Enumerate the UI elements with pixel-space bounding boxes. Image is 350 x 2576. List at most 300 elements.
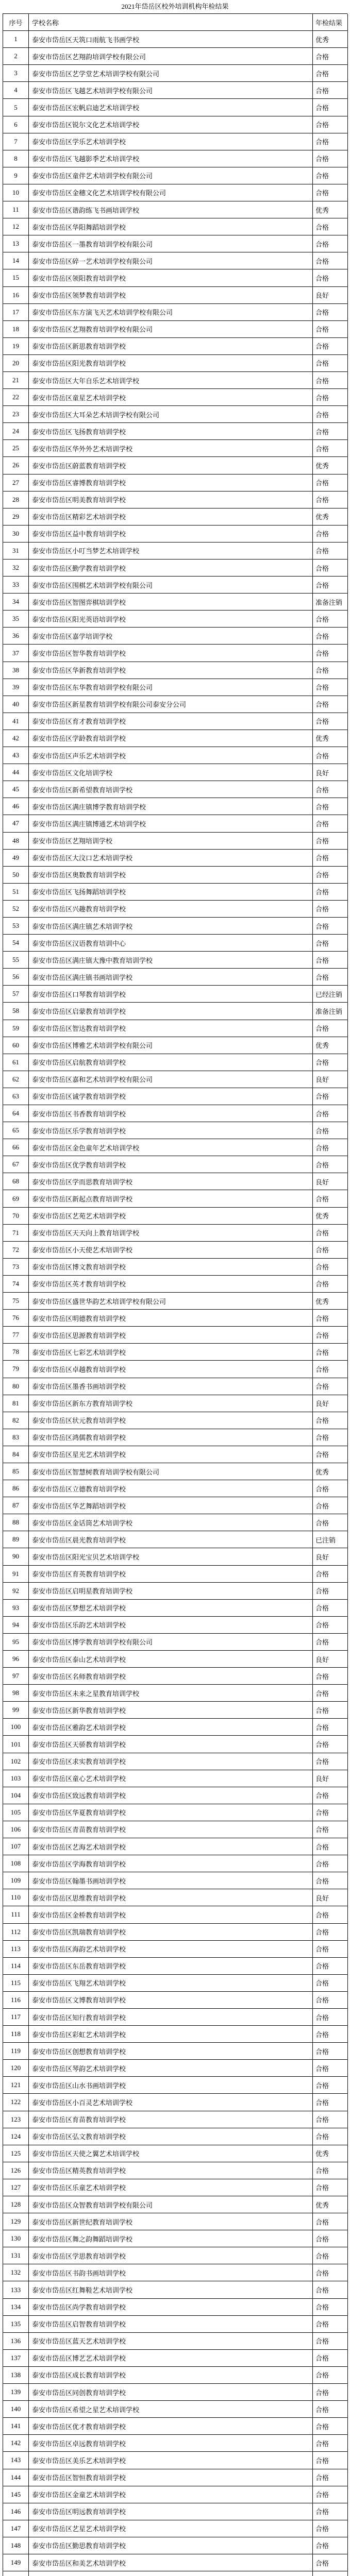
table-row: [3, 372, 347, 389]
table-row: [3, 304, 347, 321]
table-row: [3, 918, 347, 935]
inspection-result: 合格: [313, 2401, 348, 2418]
inspection-result: 良好: [313, 1173, 348, 1190]
inspection-result: 合格: [313, 850, 348, 867]
school-name: 泰安市岱岳区艺翔韵培训学校有限公司: [29, 48, 313, 65]
table-row: [3, 1685, 347, 1702]
table-row: [3, 2537, 347, 2554]
table-row: [3, 2026, 347, 2043]
inspection-result: 合格: [313, 611, 348, 628]
school-name: 泰安市岱岳区天筑口雨航飞书画学校: [29, 31, 313, 48]
school-name: 泰安市岱岳区思维教育培训学校: [29, 1889, 313, 1906]
table-row: [3, 133, 347, 150]
inspection-result: 优秀: [313, 201, 348, 218]
school-name: 泰安市岱岳区雅韵艺术培训学校: [29, 1719, 313, 1736]
table-row: [3, 2264, 347, 2281]
table-row: [3, 1259, 347, 1276]
school-name: 泰安市岱岳区大耳朵艺术培训学校有限公司: [29, 406, 313, 423]
school-name: 泰安市岱岳区学乐艺术培训学校: [29, 133, 313, 150]
row-number: 90: [3, 1548, 29, 1565]
inspection-result: 合格: [313, 338, 348, 355]
row-number: 131: [3, 2247, 29, 2264]
inspection-result: 合格: [313, 2469, 348, 2486]
row-number: 63: [3, 1088, 29, 1105]
row-number: 140: [3, 2401, 29, 2418]
row-number: 85: [3, 1463, 29, 1480]
row-number: 110: [3, 1889, 29, 1906]
row-number: 14: [3, 252, 29, 269]
table-row: [3, 201, 347, 218]
row-number: 101: [3, 1736, 29, 1753]
inspection-result: 合格: [313, 65, 348, 82]
school-name: 泰安市岱岳区汉语教育培训中心: [29, 935, 313, 952]
row-number: 112: [3, 1924, 29, 1941]
table-row: [3, 2230, 347, 2247]
table-row: [3, 2435, 347, 2452]
row-number: 83: [3, 1429, 29, 1446]
row-number: 81: [3, 1395, 29, 1412]
row-number: 59: [3, 1020, 29, 1037]
school-name: 泰安市岱岳区满庄镇艺术培训学校: [29, 918, 313, 935]
inspection-result: 合格: [313, 1139, 348, 1156]
table-row: [3, 1753, 347, 1770]
school-name: 泰安市岱岳区领阳教育培训学校: [29, 269, 313, 286]
inspection-result: 合格: [313, 1446, 348, 1463]
inspection-result: 合格: [313, 2179, 348, 2196]
school-name: 泰安市岱岳区尚学教育培训学校: [29, 2299, 313, 2316]
school-name: 泰安市岱岳区精彩艺术培训学校: [29, 509, 313, 526]
inspection-result: 合格: [313, 2486, 348, 2503]
row-number: 143: [3, 2452, 29, 2469]
inspection-result: 合格: [313, 713, 348, 730]
inspection-result: 合格: [313, 2162, 348, 2179]
school-name: 泰安市岱岳区大年自乐艺术培训学校: [29, 372, 313, 389]
table-row: [3, 1446, 347, 1463]
inspection-result: 合格: [313, 2230, 348, 2247]
row-number: 120: [3, 2060, 29, 2077]
school-name: 泰安市岱岳区红舞鞋艺术培训学校: [29, 2281, 313, 2298]
row-number: 35: [3, 611, 29, 628]
inspection-result: 合格: [313, 1975, 348, 1992]
inspection-result: 合格: [313, 2350, 348, 2367]
row-number: 91: [3, 1566, 29, 1583]
table-row: [3, 1412, 347, 1429]
table-row: [3, 628, 347, 645]
school-name: 泰安市岱岳区智恒教育培训学校: [29, 2469, 313, 2486]
school-name: 泰安市岱岳区状元教育培训学校: [29, 1412, 313, 1429]
row-number: 68: [3, 1173, 29, 1190]
school-name: 泰安市岱岳区青苗教育培训学校: [29, 1821, 313, 1838]
school-name: 泰安市岱岳区新希望教育培训学校: [29, 781, 313, 798]
school-name: 泰安市岱岳区英才教育培训学校: [29, 1276, 313, 1293]
table-row: [3, 1770, 347, 1787]
inspection-result: 合格: [313, 440, 348, 457]
school-name: 泰安市岱岳区满庄镇博通艺术培训学校: [29, 815, 313, 832]
row-number: 118: [3, 2026, 29, 2043]
row-number: 50: [3, 867, 29, 884]
inspection-result: 合格: [313, 2384, 348, 2401]
table-row: [3, 1480, 347, 1497]
inspection-result: 合格: [313, 423, 348, 440]
row-number: 8: [3, 150, 29, 167]
school-name: 泰安市岱岳区彩虹艺术培训学校: [29, 2026, 313, 2043]
table-row: [3, 1719, 347, 1736]
table-row: [3, 1003, 347, 1020]
inspection-result: 合格: [313, 867, 348, 884]
row-number: 36: [3, 628, 29, 645]
inspection-result: 合格: [313, 406, 348, 423]
row-number: 62: [3, 1071, 29, 1088]
table-row: [3, 235, 347, 252]
table-row: [3, 2333, 347, 2350]
row-number: 94: [3, 1617, 29, 1634]
school-name: 泰安市岱岳区名师教育培训学校: [29, 1668, 313, 1685]
inspection-result: 合格: [313, 1378, 348, 1395]
school-name: 泰安市岱岳区童心艺术培训学校: [29, 1770, 313, 1787]
table-row: [3, 833, 347, 850]
row-number: 30: [3, 526, 29, 543]
school-name: 泰安市岱岳区声乐艺术培训学校: [29, 747, 313, 764]
header-number: 序号: [3, 14, 29, 31]
inspection-result: 合格: [313, 918, 348, 935]
row-number: [3, 2571, 29, 2576]
inspection-result: 合格: [313, 1872, 348, 1889]
row-number: 77: [3, 1327, 29, 1344]
school-name: 泰安市岱岳区琴韵艺术培训学校: [29, 2060, 313, 2077]
table-row: [3, 1566, 347, 1583]
inspection-result: 合格: [313, 2060, 348, 2077]
table-row: [3, 1293, 347, 1310]
row-number: 102: [3, 1753, 29, 1770]
school-name: 泰安市岱岳区墨香书画培训学校: [29, 1378, 313, 1395]
school-name: 泰安市岱岳区东岳教育培训学校: [29, 1958, 313, 1975]
table-row: [3, 1548, 347, 1565]
table-row: [3, 747, 347, 764]
table-row: [3, 2094, 347, 2111]
inspection-result: 合格: [313, 2367, 348, 2384]
inspection-result: 合格: [313, 184, 348, 201]
inspection-result: 合格: [313, 645, 348, 662]
row-number: 76: [3, 1310, 29, 1327]
row-number: 37: [3, 645, 29, 662]
inspection-result: 合格: [313, 355, 348, 372]
school-name: 泰安市岱岳区智慧树教育培训学校有限公司: [29, 1463, 313, 1480]
inspection-result: 优秀: [313, 1463, 348, 1480]
inspection-result: 合格: [313, 1480, 348, 1497]
row-number: 96: [3, 1651, 29, 1668]
inspection-result: 合格: [313, 2281, 348, 2298]
row-number: 82: [3, 1412, 29, 1429]
table-row: [3, 2111, 347, 2128]
row-number: 135: [3, 2316, 29, 2333]
school-name: 泰安市岱岳区鸿儒教育培训学校: [29, 1429, 313, 1446]
school-name: 泰安市岱岳区众智教育培训学校有限公司: [29, 2196, 313, 2213]
table-row: [3, 2452, 347, 2469]
row-number: 28: [3, 492, 29, 509]
table-row: [3, 1208, 347, 1225]
school-name: 泰安市岱岳区星光艺术培训学校: [29, 1446, 313, 1463]
inspection-result: 合格: [313, 1225, 348, 1242]
table-row: [3, 1992, 347, 2009]
table-row: [3, 713, 347, 730]
results-table: [3, 13, 347, 2576]
row-number: 146: [3, 2503, 29, 2520]
school-name: 泰安市岱岳区优学教育培训学校: [29, 1156, 313, 1173]
table-row: [3, 594, 347, 611]
inspection-result: 优秀: [313, 509, 348, 526]
school-name: 泰安市岱岳区睿博教育培训学校: [29, 474, 313, 492]
school-name: 泰安市岱岳区思源教育培训学校: [29, 1327, 313, 1344]
inspection-result: 合格: [313, 1276, 348, 1293]
row-number: 5: [3, 99, 29, 116]
row-number: 88: [3, 1514, 29, 1531]
inspection-result: 合格: [313, 1719, 348, 1736]
row-number: 105: [3, 1804, 29, 1821]
school-name: 泰安市岱岳区金童艺术培训学校: [29, 2486, 313, 2503]
inspection-result: 合格: [313, 577, 348, 594]
school-name: 泰安市岱岳区金穗文化艺术培训学校有限公司: [29, 184, 313, 201]
school-name: 泰安市岱岳区新东方教育培训学校: [29, 1395, 313, 1412]
inspection-result: 合格: [313, 1156, 348, 1173]
table-row: [3, 1361, 347, 1378]
school-name: 泰安市岱岳区嘉学培训学校: [29, 628, 313, 645]
table-row: [3, 184, 347, 201]
school-name: 泰安市岱岳区阳光英语培训学校: [29, 611, 313, 628]
row-number: 127: [3, 2179, 29, 2196]
row-number: 72: [3, 1242, 29, 1259]
row-number: 139: [3, 2384, 29, 2401]
inspection-result: 合格: [313, 1361, 348, 1378]
school-name: 泰安市岱岳区东华教育培训学校有限公司: [29, 679, 313, 696]
table-row: [3, 1804, 347, 1821]
school-name: 泰安市岱岳区领梦教育培训学校: [29, 287, 313, 304]
row-number: 25: [3, 440, 29, 457]
inspection-result: 合格: [313, 82, 348, 99]
row-number: 106: [3, 1821, 29, 1838]
inspection-result: 合格: [313, 1259, 348, 1276]
inspection-result: 合格: [313, 116, 348, 133]
inspection-result: 已注销: [313, 1531, 348, 1548]
row-number: 126: [3, 2162, 29, 2179]
row-number: 32: [3, 560, 29, 577]
row-number: 19: [3, 338, 29, 355]
row-number: 75: [3, 1293, 29, 1310]
document: [3, 0, 347, 2576]
row-number: 18: [3, 321, 29, 338]
inspection-result: 已经注销: [313, 986, 348, 1003]
school-name: 泰安市岱岳区求实教育培训学校: [29, 1753, 313, 1770]
table-row: [3, 1463, 347, 1480]
table-row: [3, 1344, 347, 1361]
inspection-result: 优秀: [313, 2196, 348, 2213]
school-name: 泰安市岱岳区乐韵艺术培训学校: [29, 1617, 313, 1634]
row-number: 11: [3, 201, 29, 218]
school-name: 泰安市岱岳区未来之星教育培训学校: [29, 1685, 313, 1702]
row-number: 6: [3, 116, 29, 133]
row-number: 20: [3, 355, 29, 372]
table-row: [3, 1395, 347, 1412]
row-number: 53: [3, 918, 29, 935]
row-number: 116: [3, 1992, 29, 2009]
inspection-result: 合格: [313, 1787, 348, 1804]
school-name: 泰安市岱岳区明美教育培训学校: [29, 492, 313, 509]
school-name: 泰安市岱岳区童星艺术培训学校: [29, 389, 313, 406]
table-row: [3, 2196, 347, 2213]
inspection-result: 良好: [313, 1770, 348, 1787]
inspection-result: 合格: [313, 1122, 348, 1139]
row-number: 108: [3, 1855, 29, 1872]
school-name: 泰安市岱岳区学海教育培训学校: [29, 1855, 313, 1872]
table-row: [3, 252, 347, 269]
school-name: 泰安市岱岳区天骄教育培训学校: [29, 1736, 313, 1753]
school-name: 泰安市岱岳区艺学堂艺术培训学校有限公司: [29, 65, 313, 82]
inspection-result: 良好: [313, 1395, 348, 1412]
row-number: 44: [3, 764, 29, 781]
school-name: 泰安市岱岳区东方演飞天艺术培训学校有限公司: [29, 304, 313, 321]
inspection-result: 合格: [313, 2435, 348, 2452]
row-number: 54: [3, 935, 29, 952]
table-row: [3, 457, 347, 474]
table-row: [3, 901, 347, 918]
table-row: [3, 2520, 347, 2537]
inspection-result: 合格: [313, 1429, 348, 1446]
school-name: 泰安市岱岳区启蒙教育培训学校: [29, 1003, 313, 1020]
inspection-result: 合格: [313, 662, 348, 679]
school-name: 泰安市岱岳区勤思教育培训学校: [29, 2537, 313, 2554]
row-number: 48: [3, 833, 29, 850]
table-row: [3, 781, 347, 798]
school-name: 泰安市岱岳区大汶口艺术培训学校: [29, 850, 313, 867]
table-row: [3, 1310, 347, 1327]
school-name: 泰安市岱岳区小百灵艺术培训学校: [29, 2094, 313, 2111]
school-name: 泰安市岱岳区翰墨书画培训学校: [29, 1872, 313, 1889]
school-name: 泰安市岱岳区博学教育培训学校有限公司: [29, 1634, 313, 1651]
table-row: [3, 2486, 347, 2503]
school-name: 泰安市岱岳区卓远教育培训学校: [29, 2435, 313, 2452]
school-name: 泰安市岱岳区新华教育培训学校: [29, 1702, 313, 1719]
row-number: 3: [3, 65, 29, 82]
table-row: [3, 1037, 347, 1054]
table-row: [3, 82, 347, 99]
inspection-result: 合格: [313, 1804, 348, 1821]
table-row: [3, 269, 347, 286]
inspection-result: 合格: [313, 560, 348, 577]
table-row: [3, 611, 347, 628]
school-name: 泰安市岱岳区益中教育培训学校: [29, 526, 313, 543]
table-row: [3, 764, 347, 781]
inspection-result: 优秀: [313, 1037, 348, 1054]
inspection-result: 合格: [313, 474, 348, 492]
inspection-result: 合格: [313, 99, 348, 116]
table-row: [3, 99, 347, 116]
school-name: 泰安市岱岳区启智教育培训学校: [29, 2316, 313, 2333]
inspection-result: 合格: [313, 679, 348, 696]
row-number: 113: [3, 1941, 29, 1958]
row-number: 145: [3, 2486, 29, 2503]
row-number: 104: [3, 1787, 29, 1804]
table-row: [3, 526, 347, 543]
school-name: 泰安市岱岳区蔚蓝教育培训学校: [29, 457, 313, 474]
row-number: 128: [3, 2196, 29, 2213]
table-row: [3, 1276, 347, 1293]
inspection-result: 合格: [313, 1992, 348, 2009]
row-number: 61: [3, 1054, 29, 1071]
school-name: 泰安市岱岳区金话筒艺术培训学校: [29, 1514, 313, 1531]
table-row: [3, 2418, 347, 2435]
table-row: [3, 2469, 347, 2486]
school-name: 泰安市岱岳区艺星艺术培训学校: [29, 2520, 313, 2537]
row-number: 89: [3, 1531, 29, 1548]
row-number: 141: [3, 2418, 29, 2435]
row-number: 136: [3, 2333, 29, 2350]
table-row: [3, 952, 347, 969]
school-name: 泰安市岱岳区勤学教育培训学校: [29, 560, 313, 577]
school-name: 泰安市岱岳区华夏教育培训学校: [29, 1804, 313, 1821]
table-row: [3, 1958, 347, 1975]
school-name: 泰安市岱岳区美乐艺术培训学校: [29, 2452, 313, 2469]
school-name: 泰安市岱岳区乐童艺术培训学校: [29, 2179, 313, 2196]
school-name: 泰安市岱岳区阳光宝贝艺术培训学校: [29, 1548, 313, 1565]
school-name: 泰安市岱岳区文博教育培训学校: [29, 1992, 313, 2009]
row-number: 84: [3, 1446, 29, 1463]
inspection-result: 合格: [313, 696, 348, 713]
row-number: 26: [3, 457, 29, 474]
row-number: 117: [3, 2009, 29, 2026]
inspection-result: 合格: [313, 389, 348, 406]
row-number: 80: [3, 1378, 29, 1395]
row-number: 24: [3, 423, 29, 440]
table-row: [3, 1906, 347, 1923]
school-name: 泰安市岱岳区智图弈棋培训学校: [29, 594, 313, 611]
table-row: [3, 935, 347, 952]
school-name: 泰安市岱岳区新思教育培训学校: [29, 338, 313, 355]
school-name: 泰安市岱岳区碎一艺术培训学校有限公司: [29, 252, 313, 269]
table-row: [3, 1889, 347, 1906]
inspection-result: 合格: [313, 2554, 348, 2571]
row-number: 70: [3, 1208, 29, 1225]
header-school-name: 学校名称: [29, 14, 313, 31]
inspection-result: 合格: [313, 2503, 348, 2520]
inspection-result: 优秀: [313, 1208, 348, 1225]
inspection-result: 优秀: [313, 457, 348, 474]
school-name: 泰安市岱岳区育才教育培训学校: [29, 713, 313, 730]
inspection-result: 合格: [313, 1958, 348, 1975]
inspection-result: 合格: [313, 2043, 348, 2060]
table-row: [3, 2571, 347, 2576]
table-row: [3, 1651, 347, 1668]
table-row: [3, 2367, 347, 2384]
school-name: 泰安市岱岳区新起点教育培训学校: [29, 1190, 313, 1207]
row-number: 41: [3, 713, 29, 730]
inspection-result: 合格: [313, 1685, 348, 1702]
row-number: 130: [3, 2230, 29, 2247]
table-row: [3, 2213, 347, 2230]
row-number: 42: [3, 730, 29, 747]
row-number: 71: [3, 1225, 29, 1242]
table-row: [3, 1514, 347, 1531]
school-name: 泰安市岱岳区天使之翼艺术培训学校: [29, 2145, 313, 2162]
table-row: [3, 1242, 347, 1259]
row-number: 15: [3, 269, 29, 286]
table-row: [3, 867, 347, 884]
table-row: [3, 2554, 347, 2571]
inspection-result: 合格: [313, 2094, 348, 2111]
inspection-result: 合格: [313, 2316, 348, 2333]
row-number: 87: [3, 1497, 29, 1514]
table-row: [3, 1668, 347, 1685]
row-number: 40: [3, 696, 29, 713]
table-row: [3, 1054, 347, 1071]
